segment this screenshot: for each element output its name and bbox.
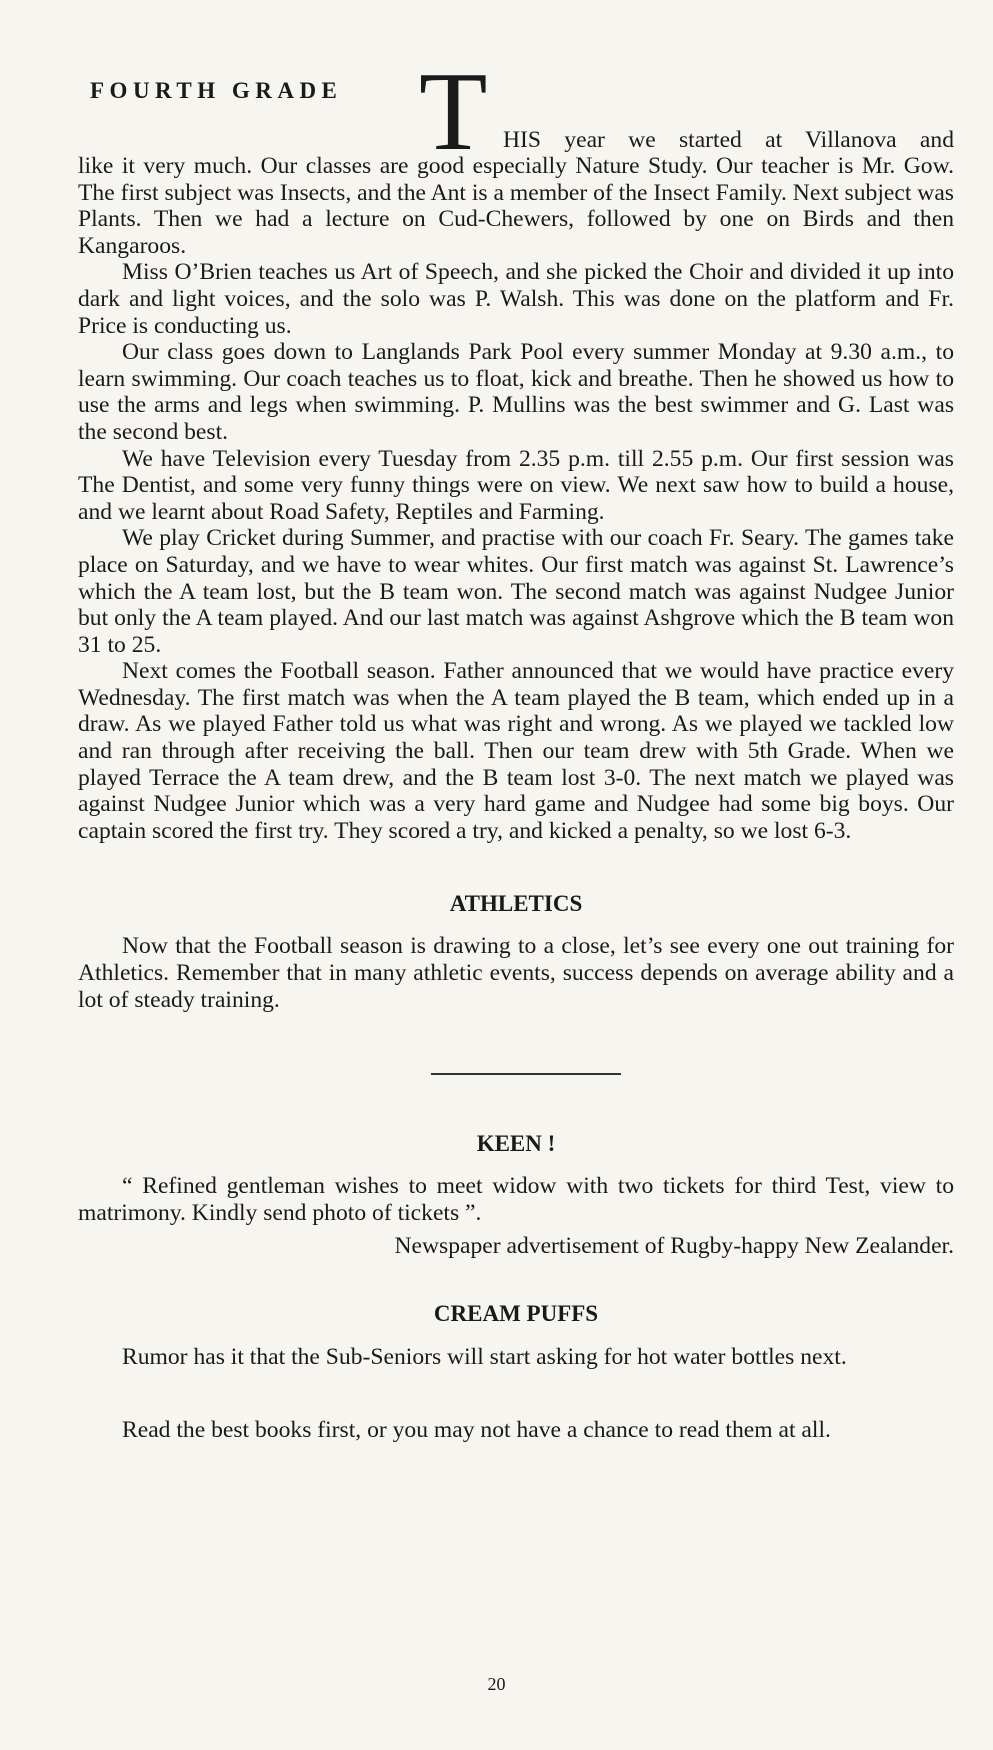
spacer [78, 1371, 954, 1417]
fourth-grade-section [78, 50, 954, 844]
section-divider [431, 1073, 621, 1075]
intro-first-line: HIS year we started at Villanova and [503, 127, 954, 153]
keen-attribution: Newspaper advertisement of Rugby-happy New Zealander. [394, 1233, 954, 1260]
paragraph-classes: like it very much. Our classes are good especially Nature Study. Our teacher is Mr. Gow. The first subject was Insects, and the Ant is a member of the Insect Family. Next subject was Plants. Then we had a lecture on Cud-Chewers, followed by one on Birds and then Kangaroos. [78, 153, 954, 259]
keen-title: KEEN ! [476, 1131, 556, 1157]
closing-body: Read the best books first, or you may not have a chance to read them at all. [122, 1416, 831, 1443]
drop-cap: T [419, 50, 488, 174]
paragraph-television: We have Television every Tuesday from 2.35 p.m. till 2.55 p.m. Our first session was The Dentist, and some very funny things were on view. We next saw how to build a house, and we learnt about Road Safety, Reptiles and Farming. [78, 445, 954, 525]
cream-puffs-body: Rumor has it that the Sub-Seniors will start asking for hot water bottles next. [122, 1344, 847, 1370]
cream-puffs-title: CREAM PUFFS [433, 1301, 599, 1326]
page-number: 20 [487, 1674, 506, 1694]
keen-section [78, 1131, 954, 1260]
athletics-body: Now that the Football season is drawing to a close, let’s see every one out training for Athletics. Remember that in many athletic events, success depends on average ability and a lot of steady training. [78, 933, 954, 1013]
fourth-grade-intro [78, 50, 954, 174]
athletics-section [78, 891, 954, 1013]
keen-quote: “ Refined gentleman wishes to meet widow with two tickets for third Test, view to matrimony. Kindly send photo of tickets ”. [78, 1173, 954, 1226]
paragraph-cricket: We play Cricket during Summer, and practise with our coach Fr. Seary. The games take place on Saturday, and we have to wear whites. Our first match was against St. Lawrence’s which the A team lost, but the B team won. The second match was against Nudgee Junior but only the A team played. And our last match was against Ashgrove which the B team won 31 to 25. [78, 525, 954, 658]
cream-puffs-section [78, 1301, 954, 1371]
paragraph-speech: Miss O’Brien teaches us Art of Speech, and she picked the Choir and divided it up into dark and light voices, and the solo was P. Walsh. This was done on the platform and Fr. Price is conducting us. [78, 259, 954, 339]
paragraph-swimming: Our class goes down to Langlands Park Pool every summer Monday at 9.30 a.m., to learn swimming. Our coach teaches us to float, kick and breathe. Then he showed us how to use the arms and legs when swimming. P. Mullins was the best swimmer and G. Last was the second best. [78, 339, 954, 445]
paragraph-football: Next comes the Football season. Father announced that we would have practice every Wednesday. The first match was when the A team played the B team, which ended up in a draw. As we played Father told us what was right and wrong. As we played we tackled low and ran through after receiving the ball. Then our team drew with 5th Grade. When we played Terrace the A team drew, and the B team lost 3-0. The next match we played was against Nudgee Junior which was a very hard game and Nudgee had some big boys. Our captain scored the first try. They scored a try, and kicked a penalty, so we lost 6-3. [78, 658, 954, 844]
page-content [78, 50, 954, 1443]
closing-section [78, 1417, 954, 1444]
fourth-grade-heading: FOURTH GRADE [90, 78, 343, 103]
athletics-title: ATHLETICS [449, 891, 583, 917]
